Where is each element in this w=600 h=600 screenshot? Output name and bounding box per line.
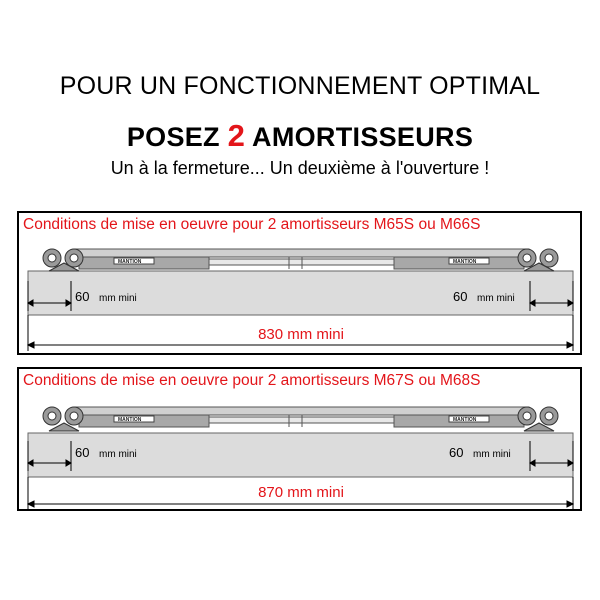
right-dim-value: 60 [453, 289, 468, 304]
mounting-diagram [19, 213, 584, 357]
panel-title: Conditions de mise en oeuvre pour 2 amortisseurs M67S ou M68S [23, 372, 481, 389]
right-dim-value: 60 [449, 445, 464, 460]
tagline: Un à la fermeture... Un deuxième à l'ouverture ! [110, 158, 490, 178]
total-dim-label: 830 mm mini [258, 326, 344, 343]
trolley-left [43, 407, 83, 431]
subheadline-number: 2 [227, 118, 246, 153]
brand-label-right: MANTION [453, 417, 477, 423]
headline: POUR UN FONCTIONNEMENT OPTIMAL [59, 72, 541, 100]
left-dim-unit: mm mini [99, 293, 137, 304]
subheadline [0, 118, 600, 154]
brand-label-left: MANTION [118, 259, 142, 265]
mounting-diagram [19, 369, 584, 513]
panel-m65s-m66s [17, 211, 582, 355]
left-dim-unit: mm mini [99, 449, 137, 460]
panel-m67s-m68s [17, 367, 582, 511]
right-dim-unit: mm mini [473, 449, 511, 460]
panel-title: Conditions de mise en oeuvre pour 2 amortisseurs M65S ou M66S [23, 216, 481, 233]
brand-label-right: MANTION [453, 259, 477, 265]
trolley-left [43, 249, 83, 271]
total-dim-label: 870 mm mini [258, 484, 344, 501]
subheadline-suffix: AMORTISSEURS [252, 122, 474, 152]
right-dim-unit: mm mini [477, 293, 515, 304]
left-dim-value: 60 [75, 289, 90, 304]
subheadline-prefix: POSEZ [126, 122, 220, 152]
brand-label-left: MANTION [118, 417, 142, 423]
left-dim-value: 60 [75, 445, 90, 460]
